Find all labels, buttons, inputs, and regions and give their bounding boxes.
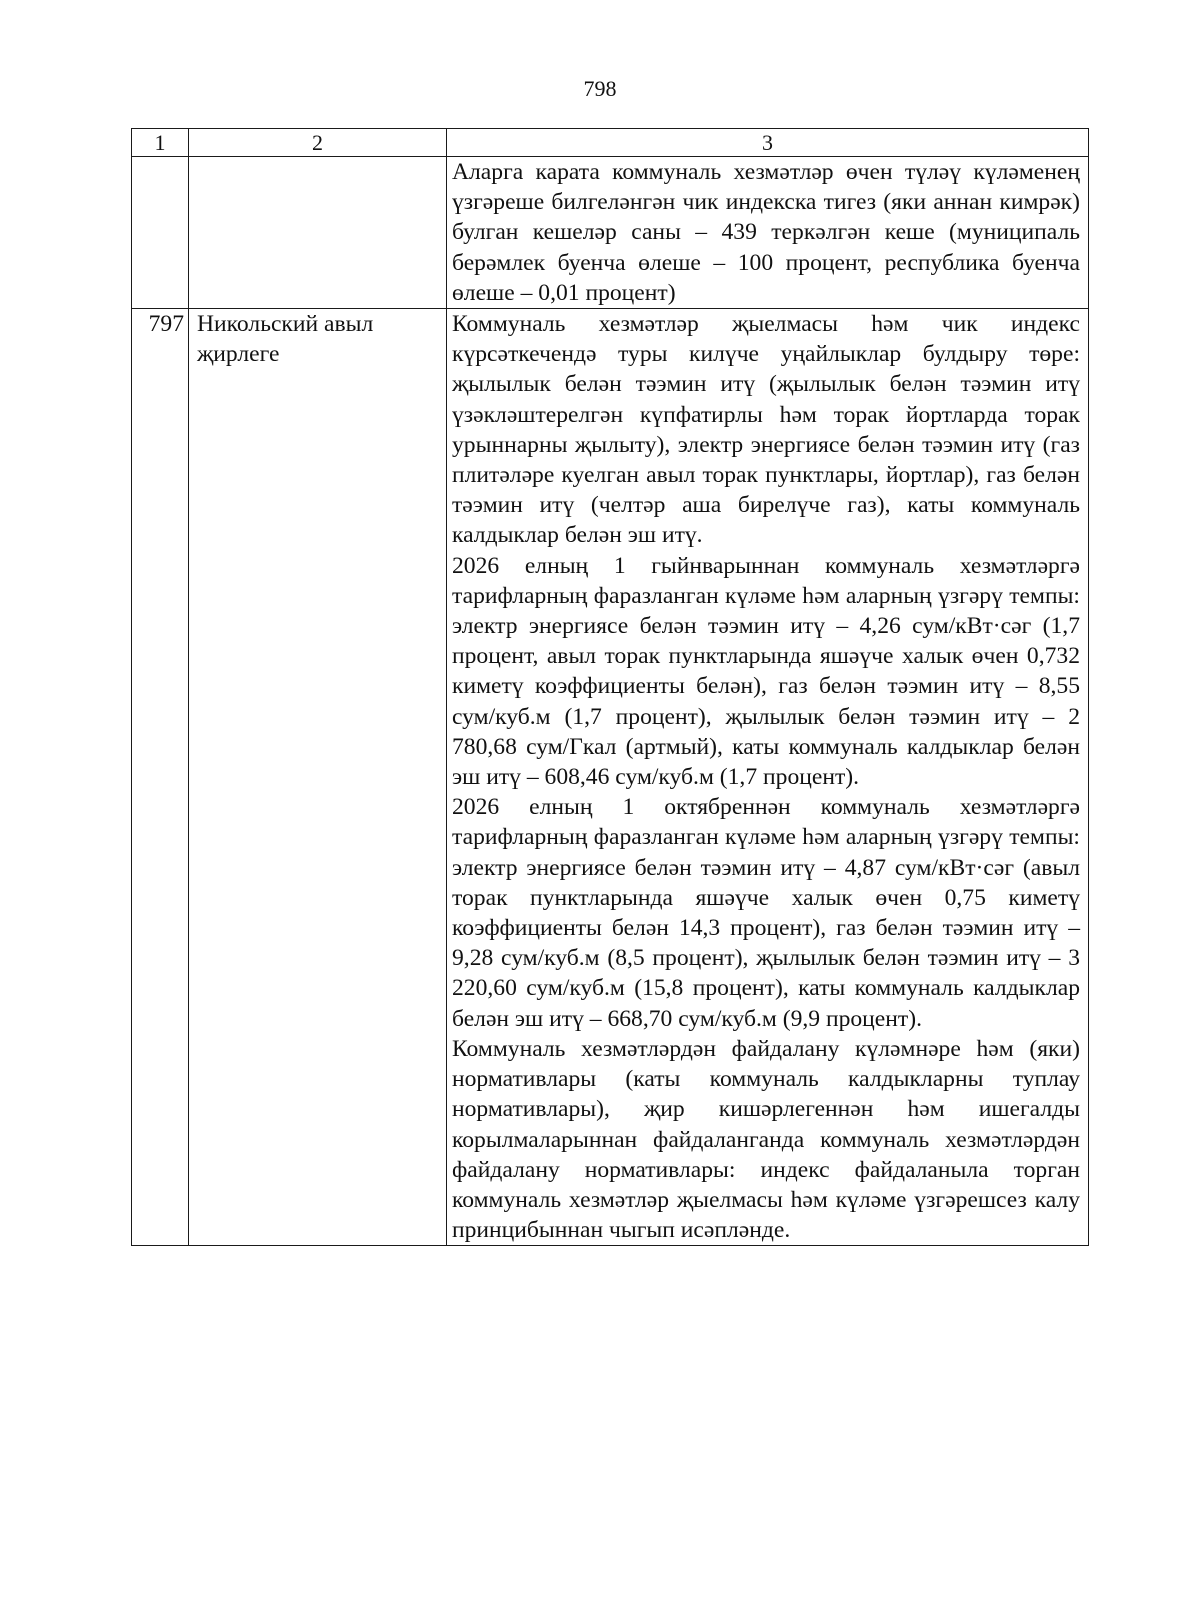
table-header-row — [132, 129, 1089, 157]
row-name-cell — [189, 157, 447, 309]
row-number-cell — [132, 157, 189, 309]
table-row-797 — [132, 309, 1089, 1246]
header-cell-1: 1 — [132, 129, 189, 157]
paragraph-tariffs-october: 2026 елның 1 октябреннән коммуналь хезмәтләргә тарифларның фаразланган күләме һәм аларның үзгәрү темпы: электр энергиясе белән тәэмин итү – 4,87 сум/кВт·сәг (авыл торак пунктларында яшәүче халык өчен 0,75 киметү коэффициенты белән 14,3 процент), газ белән тәэмин итү – 9,28 сум/куб.м (8,5 процент), җылылык белән тәэмин итү – 3 220,60 сум/куб.м (15,8 процент), каты коммуналь калдыклар белән эш итү – 668,70 сум/куб.м (9,9 процент). — [452, 794, 1080, 1032]
paragraph-tariffs-january: 2026 елның 1 гыйнварыннан коммуналь хезмәтләргә тарифларның фаразланган күләме һәм аларның үзгәрү темпы: электр энергиясе белән тәэмин итү – 4,26 сум/кВт·сәг (1,7 процент, авыл торак пунктларында яшәүче халык өчен 0,732 киметү коэффициенты белән), газ белән тәэмин итү – 8,55 сум/куб.м (1,7 процент), җылылык белән тәэмин итү – 2 780,68 сум/Гкал (артмый), каты коммуналь калдыклар белән эш итү – 608,46 сум/куб.м (1,7 процент). — [452, 552, 1080, 791]
document-table — [131, 128, 1089, 1246]
continuation-paragraph: Аларга карата коммуналь хезмәтләр өчен түләү күләменең үзгәреше билгеләнгән чик индекска тигез (яки аннан кимрәк) булган кешеләр саны – 439 теркәлгән кеше (муниципаль берәмлек буенча өлеше – 100 процент, республика буенча өлеше – 0,01 процент) — [452, 159, 1080, 306]
paragraph-services-composition: Коммуналь хезмәтләр җыелмасы һәм чик индекс күрсәткечендә туры килүче уңайлыклар булдыру төре: җылылык белән тәэмин итү (җылылык белән тәэмин итү үзәкләштерелгән күпфатирлы һәм торак йортларда торак урыннарны җылыту), электр энергиясе белән тәэмин итү (газ плитәләре куелган авыл торак пунктлары, йортлар), газ белән тәэмин итү (челтәр аша бирелүче газ), каты коммуналь калдыклар белән эш итү. — [452, 311, 1080, 549]
row-number-cell: 797 — [132, 309, 189, 1246]
row-text-cell — [447, 309, 1089, 1246]
table-row-continuation — [132, 157, 1089, 309]
header-cell-2: 2 — [189, 129, 447, 157]
header-cell-3: 3 — [447, 129, 1089, 157]
page-number: 798 — [583, 76, 617, 101]
row-text-cell — [447, 157, 1089, 309]
row-name-cell: Никольский авыл җирлеге — [189, 309, 447, 1246]
paragraph-consumption-norms: Коммуналь хезмәтләрдән файдалану күләмнәре һәм (яки) нормативлары (каты коммуналь калдыкларны туплау нормативлары), җир кишәрлегеннән һәм ишегалды корылмаларыннан файдаланганда коммуналь хезмәтләрдән файдалану нормативлары: индекс файдаланыла торган коммуналь хезмәтләр җыелмасы һәм күләме үзгәрешсез калу принцибыннан чыгып исәпләнде. — [452, 1035, 1080, 1244]
